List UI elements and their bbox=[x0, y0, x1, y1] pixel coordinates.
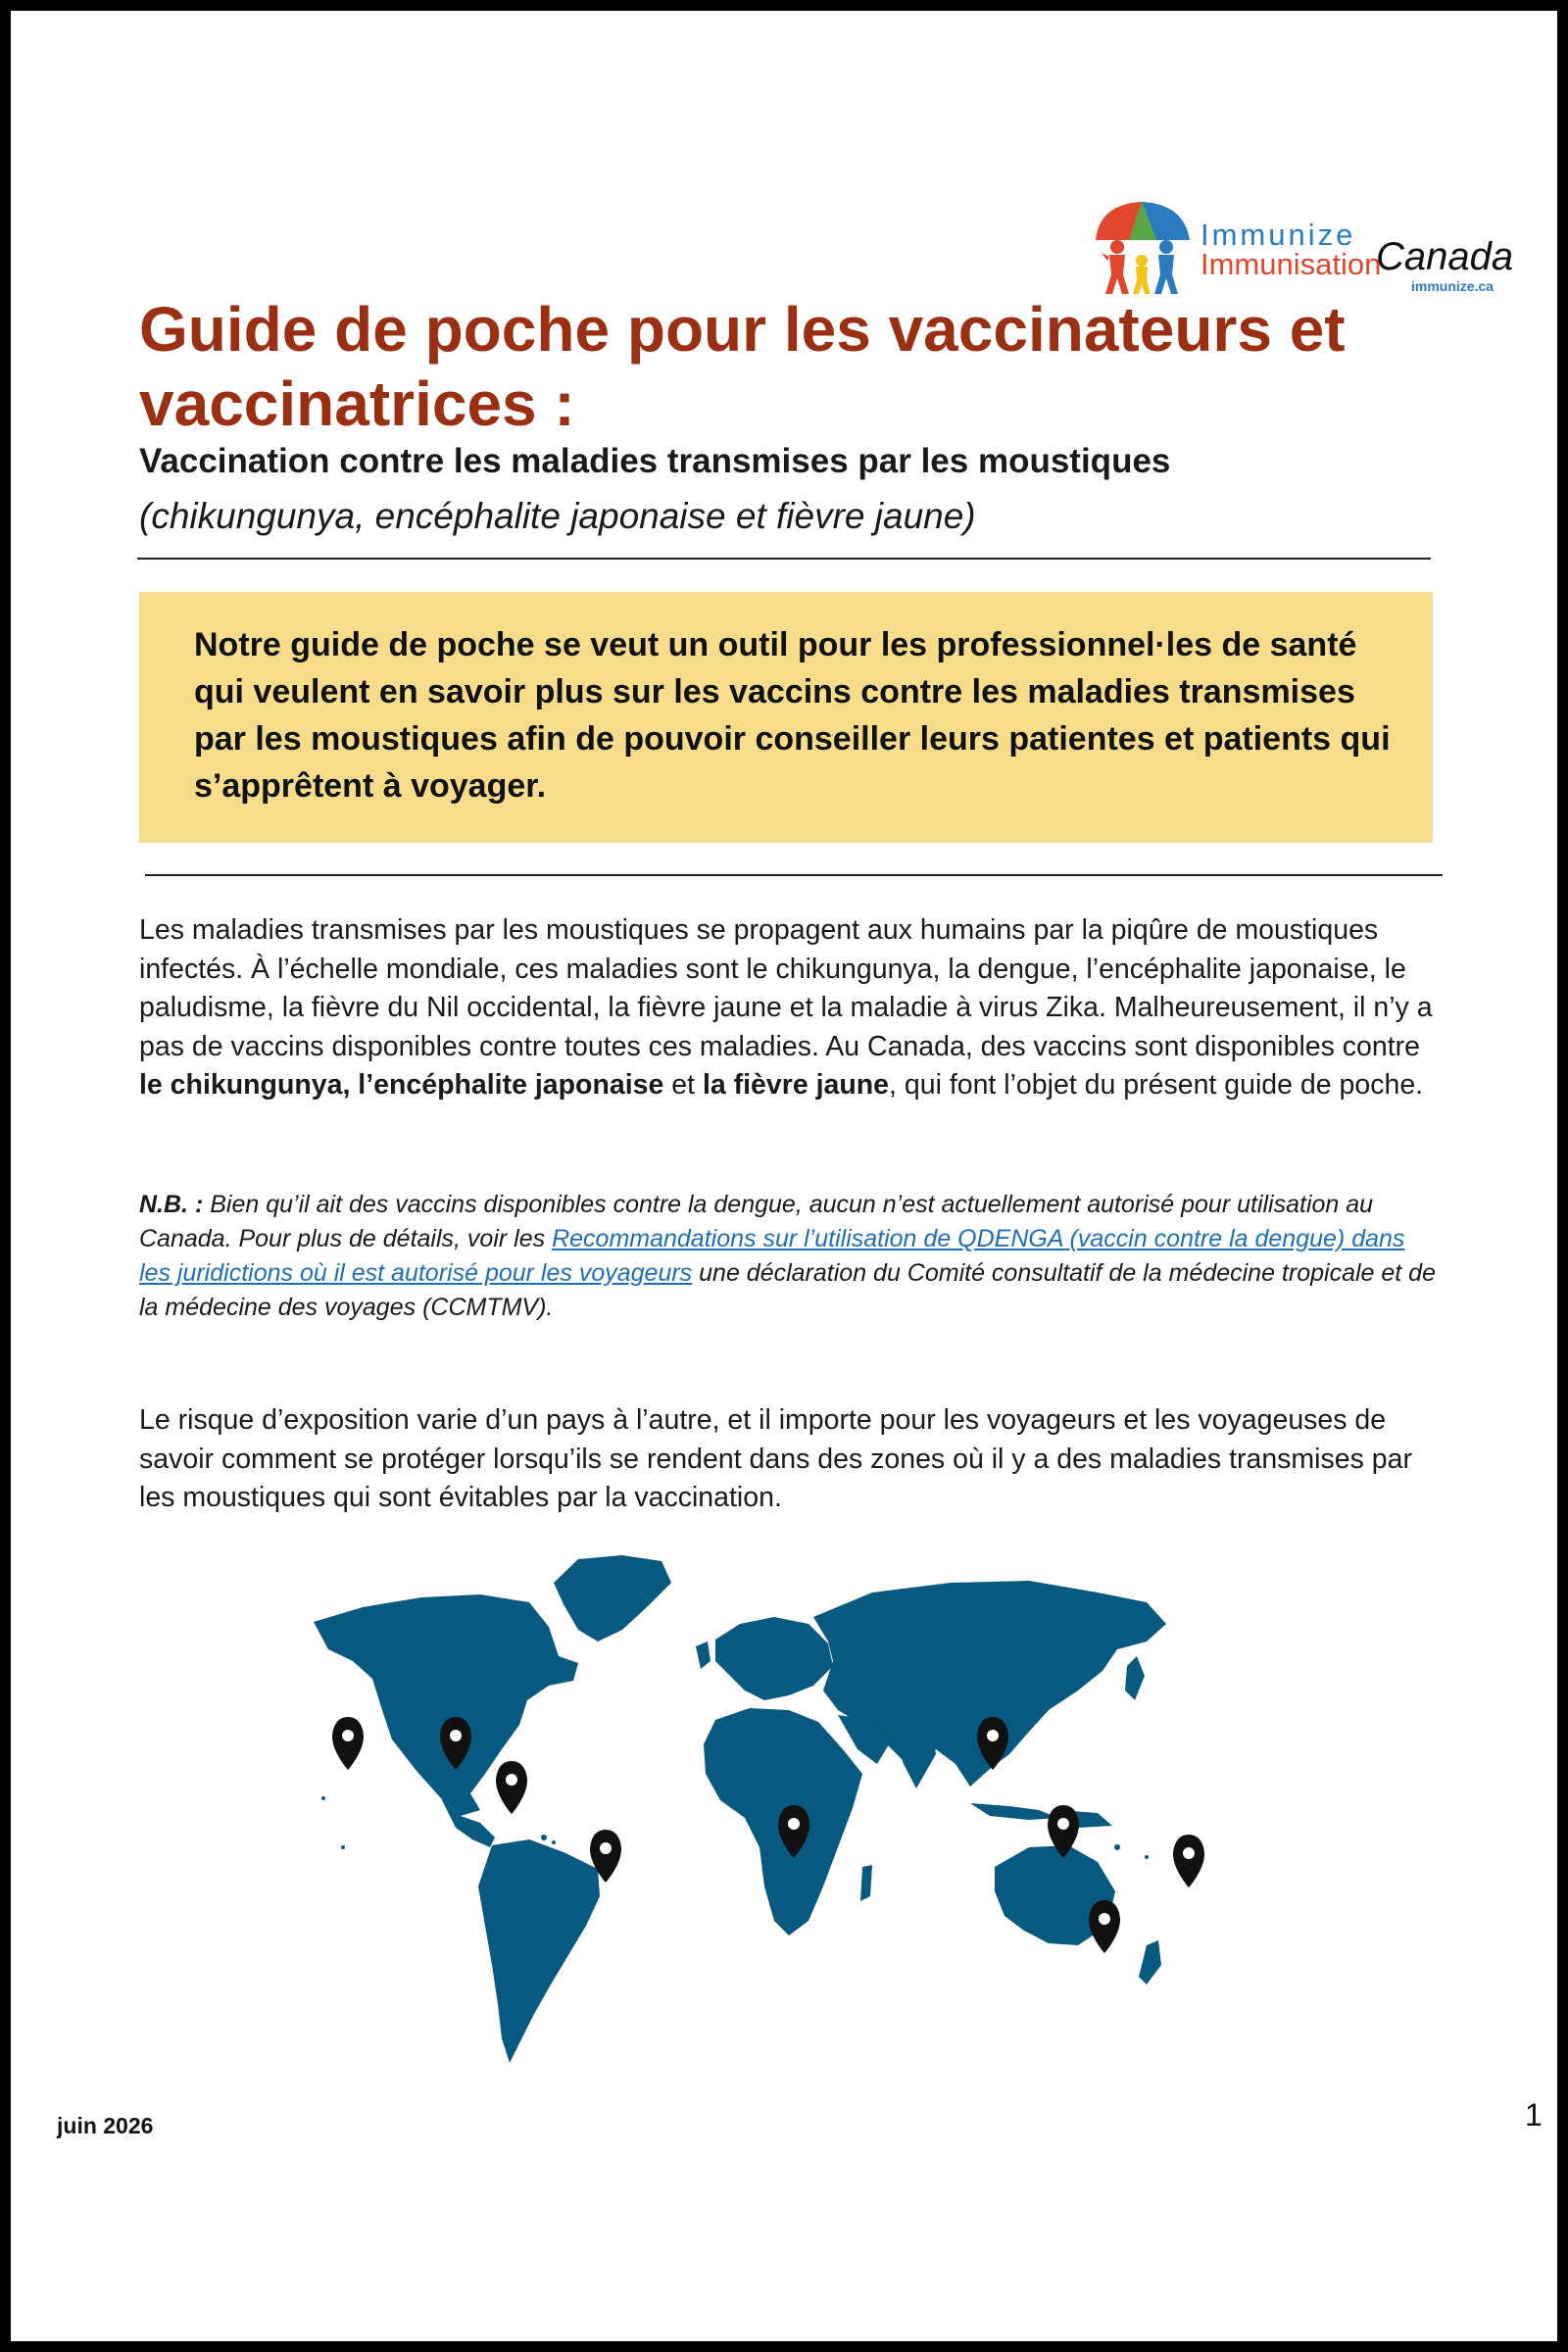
divider bbox=[145, 874, 1443, 876]
uk bbox=[696, 1642, 710, 1669]
yellow-fever-bold: la fièvre jaune bbox=[702, 1069, 890, 1101]
note-text: Bien qu’il ait des vaccins disponibles contre la dengue, aucun n’est actuellement autorisé pour utilisation au Canada. Pour plus de détails, voir les bbox=[139, 1191, 1374, 1252]
madagascar bbox=[860, 1865, 872, 1901]
india bbox=[892, 1728, 936, 1788]
vaccine-diseases-bold: le chikungunya, l’encéphalite japonaise bbox=[139, 1069, 664, 1101]
intro-text: Les maladies transmises par les moustiques se propagent aux humains par la piqûre de moustiques infectés. À l’échelle mondiale, ces maladies sont le chikungunya, la dengue, l’encéphalite japonaise, le paludisme, la fièvre du Nil occidental, la fièvre jaune et la maladie à virus Zika. Malheureusement, il n’y a pas de vaccins disponibles contre toutes ces maladies. Au Canada, des vaccins sont disponibles contre bbox=[139, 914, 1433, 1062]
intro-callout-box bbox=[139, 592, 1433, 843]
note-label: N.B. : bbox=[139, 1191, 204, 1218]
greenland bbox=[554, 1555, 671, 1642]
europe bbox=[715, 1617, 833, 1700]
dengue-note bbox=[139, 1188, 1443, 1325]
logo-url: immunize.ca bbox=[1411, 278, 1494, 294]
logo-text-canada: Canada bbox=[1376, 235, 1514, 278]
location-pin-icon bbox=[332, 1717, 364, 1770]
continents bbox=[314, 1555, 1166, 2063]
new-zealand bbox=[1139, 1940, 1161, 1984]
location-pin-icon bbox=[1089, 1900, 1120, 1953]
location-pin-icon bbox=[496, 1761, 527, 1814]
publication-date: juin 2026 bbox=[57, 2113, 154, 2138]
qdenga-recommendations-link[interactable]: Recommandations sur l’utilisation de QDENGA (vaccin contre la dengue) dans les juridictions où il est autorisé pour les voyageurs bbox=[139, 1225, 1405, 1287]
north-america bbox=[314, 1594, 578, 1816]
conjunction-text: et bbox=[663, 1069, 703, 1101]
intro-paragraph bbox=[139, 911, 1443, 1105]
immunize-canada-logo[interactable] bbox=[1088, 196, 1514, 304]
risk-paragraph: Le risque d’exposition varie d’un pays à l’autre, et il importe pour les voyageurs et les voyageuses de savoir comment se protéger lorsqu’ils se rendent dans des zones où il y a des maladies transmises par les moustiques qui sont évitables par la vaccination. bbox=[139, 1404, 1412, 1513]
logo-text-en: Immunize bbox=[1200, 218, 1356, 252]
page-title: Guide de poche pour les vaccinateurs et vaccinatrices : bbox=[139, 294, 1346, 439]
callout-text: Notre guide de poche se veut un outil pour les professionnel·les de santé qui veulent en savoir plus sur les vaccins contre les maladies transmises par les moustiques afin de pouvoir conseiller leurs patientes et patients qui s’apprêtent à voyager. bbox=[194, 626, 1391, 805]
intro-tail-text: , qui font l’objet du présent guide de poche. bbox=[889, 1069, 1424, 1101]
page-subtitle-diseases: (chikungunya, encéphalite japonaise et fièvre jaune) bbox=[139, 496, 976, 536]
japan bbox=[1125, 1656, 1145, 1700]
indonesia bbox=[970, 1803, 1058, 1820]
page-number: 1 bbox=[1525, 2097, 1543, 2132]
logo-text-fr: Immunisation bbox=[1200, 247, 1382, 281]
divider bbox=[137, 558, 1431, 560]
world-map-illustration bbox=[284, 1553, 1264, 2073]
south-america bbox=[478, 1839, 600, 2063]
location-pin-icon bbox=[1173, 1835, 1204, 1887]
page-subtitle: Vaccination contre les maladies transmises par les moustiques bbox=[139, 442, 1171, 480]
umbrella-family-icon bbox=[1088, 196, 1196, 304]
note-tail-text: une déclaration du Comité consultatif de la médecine tropicale et de la médecine des voyages (CCMTMV). bbox=[139, 1259, 1436, 1321]
